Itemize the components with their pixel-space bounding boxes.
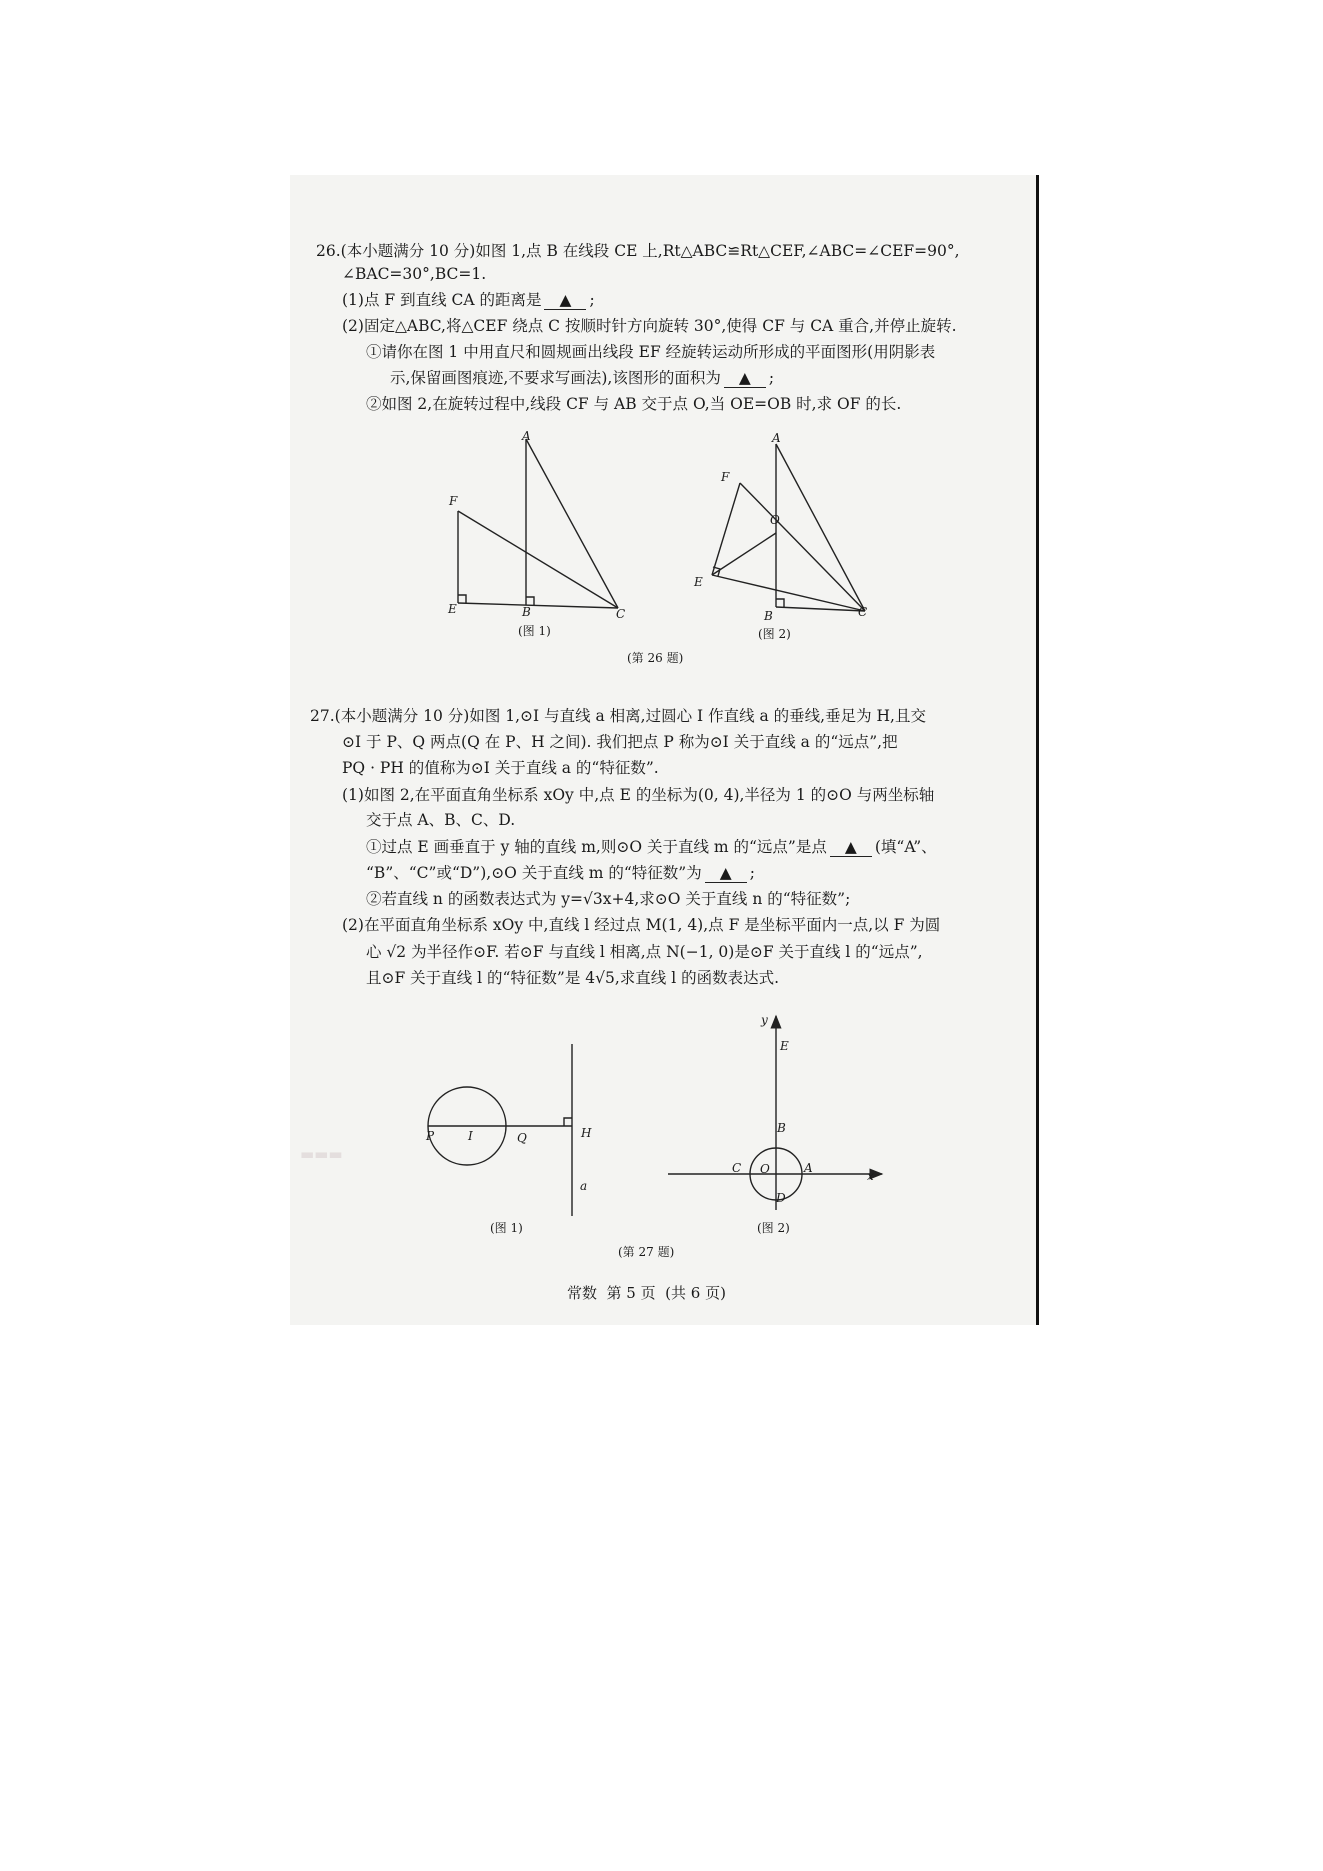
q27-part2-line2: 心 √2 为半径作⊙F. 若⊙F 与直线 l 相离,点 N(−1, 0)是⊙F 关于直线 l 的“远点”,	[366, 943, 923, 961]
q27-fig1-caption: (图 1)	[490, 1221, 523, 1235]
label-E: E	[694, 575, 703, 589]
q26-figure-1	[440, 430, 640, 630]
q26-part1: (1)点 F 到直线 CA 的距离是 ▲ ;	[342, 291, 595, 309]
segment-FC	[740, 483, 865, 611]
q27-part2-line3: 且⊙F 关于直线 l 的“特征数”是 4√5,求直线 l 的函数表达式.	[366, 969, 780, 987]
bleed-through-mark: ▬▬▬	[300, 1145, 343, 1163]
right-angle-H	[564, 1118, 572, 1126]
label-C: C	[616, 607, 626, 621]
q26-part2b: ②如图 2,在旋转过程中,线段 CF 与 AB 交于点 O,当 OE=OB 时,求 OF 的长.	[366, 395, 902, 413]
label-B: B	[522, 605, 531, 619]
label-Q: Q	[517, 1131, 527, 1145]
q27-part1b: ②若直线 n 的函数表达式为 y=√3x+4,求⊙O 关于直线 n 的“特征数”;	[366, 890, 851, 908]
label-O: O	[770, 513, 780, 527]
page-edge-shadow	[1036, 175, 1039, 1325]
label-E: E	[780, 1039, 789, 1053]
label-F: F	[721, 470, 730, 484]
right-angle-E	[458, 595, 466, 603]
q26-figure-2	[700, 430, 900, 630]
label-E: E	[448, 602, 457, 616]
segment-EC	[712, 575, 865, 611]
label-F: F	[449, 494, 458, 508]
label-B: B	[777, 1121, 786, 1135]
q27-figure-2	[668, 1010, 888, 1210]
answer-blank: ▲	[830, 840, 872, 857]
q27-part2-line1: (2)在平面直角坐标系 xOy 中,直线 l 经过点 M(1, 4),点 F 是坐标平面内一点,以 F 为圆	[342, 916, 941, 934]
q26-fig1-caption: (图 1)	[518, 624, 551, 638]
label-B: B	[764, 609, 773, 623]
q26-part2a-line1: ①请你在图 1 中用直尺和圆规画出线段 EF 经旋转运动所形成的平面图形(用阴影表	[366, 343, 936, 361]
label-x: x	[867, 1169, 874, 1183]
answer-blank: ▲	[705, 866, 747, 883]
q27-part1-line2: 交于点 A、B、C、D.	[366, 811, 516, 829]
segment-AC	[776, 444, 865, 611]
segment-FE	[712, 483, 740, 575]
q26-part2: (2)固定△ABC,将△CEF 绕点 C 按顺时针方向旋转 30°,使得 CF 与 CA 重合,并停止旋转.	[342, 317, 957, 335]
q27-figure-1	[420, 1040, 600, 1220]
label-a: a	[580, 1179, 588, 1193]
segment-EO	[712, 533, 776, 575]
q27-part1-line1: (1)如图 2,在平面直角坐标系 xOy 中,点 E 的坐标为(0, 4),半径为 1 的⊙O 与两坐标轴	[342, 786, 935, 804]
label-P: P	[426, 1129, 435, 1143]
q26-part2a-line2: 示,保留画图痕迹,不要求写画法),该图形的面积为 ▲ ;	[390, 369, 775, 387]
q26-line2: ∠BAC=30°,BC=1.	[342, 265, 487, 283]
label-C: C	[858, 605, 868, 619]
q27-line3: PQ · PH 的值称为⊙I 关于直线 a 的“特征数”.	[342, 759, 659, 777]
label-A: A	[772, 431, 781, 445]
q27-line2: ⊙I 于 P、Q 两点(Q 在 P、H 之间). 我们把点 P 称为⊙I 关于直线 a 的“远点”,把	[342, 733, 898, 751]
q26-problem-caption: (第 26 题)	[627, 651, 684, 665]
label-I: I	[468, 1129, 473, 1143]
answer-blank: ▲	[724, 371, 766, 388]
q27-part1a-line2: “B”、“C”或“D”),⊙O 关于直线 m 的“特征数”为 ▲ ;	[366, 864, 755, 882]
label-D: D	[776, 1191, 786, 1205]
answer-blank: ▲	[544, 293, 586, 310]
label-H: H	[581, 1126, 592, 1140]
q27-line1: 27.(本小题满分 10 分)如图 1,⊙I 与直线 a 相离,过圆心 I 作直线 a 的垂线,垂足为 H,且交	[310, 707, 926, 725]
q26-line1: 26.(本小题满分 10 分)如图 1,点 B 在线段 CE 上,Rt△ABC≌Rt△CEF,∠ABC=∠CEF=90°,	[316, 242, 960, 260]
q27-fig2-caption: (图 2)	[757, 1221, 790, 1235]
q27-problem-caption: (第 27 题)	[618, 1245, 675, 1259]
segment-AC	[526, 439, 618, 608]
q26-fig2-caption: (图 2)	[758, 627, 791, 641]
label-y: y	[761, 1013, 768, 1027]
right-angle-B	[776, 599, 784, 607]
label-O: O	[760, 1162, 770, 1176]
label-A: A	[804, 1161, 813, 1175]
segment-FC	[458, 511, 618, 608]
label-A: A	[522, 429, 531, 443]
segment-EC	[458, 603, 618, 608]
label-C: C	[732, 1161, 742, 1175]
right-angle-B	[526, 597, 534, 605]
page-footer: 常数 第 5 页 (共 6 页)	[567, 1284, 726, 1302]
q27-part1a-line1: ①过点 E 画垂直于 y 轴的直线 m,则⊙O 关于直线 m 的“远点”是点 ▲ (填“A”、	[366, 838, 937, 856]
